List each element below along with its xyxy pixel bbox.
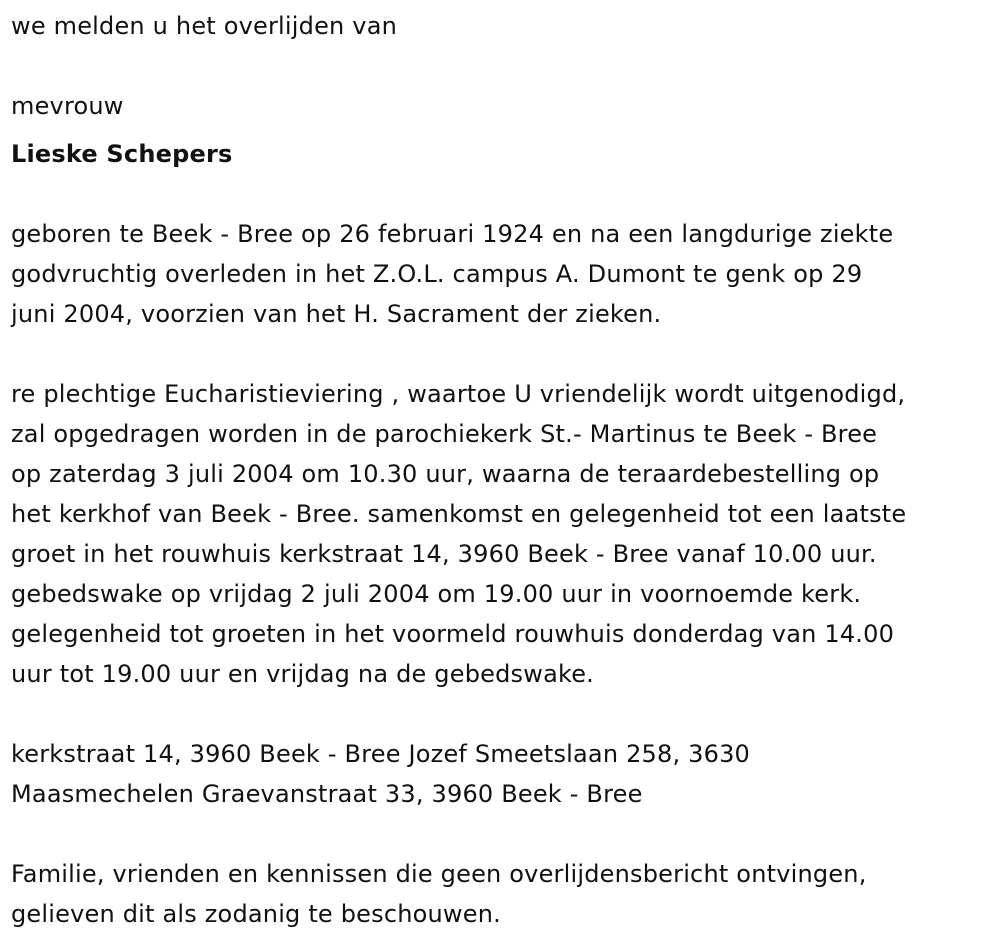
text-line: gebedswake op vrijdag 2 juli 2004 om 19.00 uur in voornoemde kerk. xyxy=(11,580,862,608)
text-line: geboren te Beek - Bree op 26 februari 1924 en na een langdurige ziekte xyxy=(11,220,894,248)
ceremony-paragraph xyxy=(11,374,1000,694)
text-line: gelieven dit als zodanig te beschouwen. xyxy=(11,900,501,928)
text-line: re plechtige Eucharistieviering , waartoe U vriendelijk wordt uitgenodigd, xyxy=(11,380,906,408)
spacer xyxy=(11,174,1000,214)
text-line: uur tot 19.00 uur en vrijdag na de gebedswake. xyxy=(11,660,595,688)
spacer xyxy=(11,814,1000,854)
text-line: kerkstraat 14, 3960 Beek - Bree Jozef Smeetslaan 258, 3630 xyxy=(11,740,751,768)
text-line: Maasmechelen Graevanstraat 33, 3960 Beek - Bree xyxy=(11,780,643,808)
text-line: gelegenheid tot groeten in het voormeld rouwhuis donderdag van 14.00 xyxy=(11,620,895,648)
text-line: zal opgedragen worden in de parochiekerk St.- Martinus te Beek - Bree xyxy=(11,420,878,448)
birth-paragraph xyxy=(11,214,1000,334)
spacer xyxy=(11,46,1000,86)
text-line: groet in het rouwhuis kerkstraat 14, 3960 Beek - Bree vanaf 10.00 uur. xyxy=(11,540,877,568)
text-line: Familie, vrienden en kennissen die geen overlijdensbericht ontvingen, xyxy=(11,860,867,888)
text-line: juni 2004, voorzien van het H. Sacrament der zieken. xyxy=(11,300,662,328)
text-line: het kerkhof van Beek - Bree. samenkomst en gelegenheid tot een laatste xyxy=(11,500,907,528)
deceased-name: Lieske Schepers xyxy=(11,140,233,168)
spacer xyxy=(11,126,1000,134)
spacer xyxy=(11,694,1000,734)
closing-paragraph xyxy=(11,854,1000,934)
salutation: mevrouw xyxy=(11,92,124,120)
intro-line: we melden u het overlijden van xyxy=(11,12,398,40)
text-line: godvruchtig overleden in het Z.O.L. campus A. Dumont te genk op 29 xyxy=(11,260,863,288)
spacer xyxy=(11,334,1000,374)
text-line: op zaterdag 3 juli 2004 om 10.30 uur, waarna de teraardebestelling op xyxy=(11,460,880,488)
addresses-paragraph xyxy=(11,734,1000,814)
